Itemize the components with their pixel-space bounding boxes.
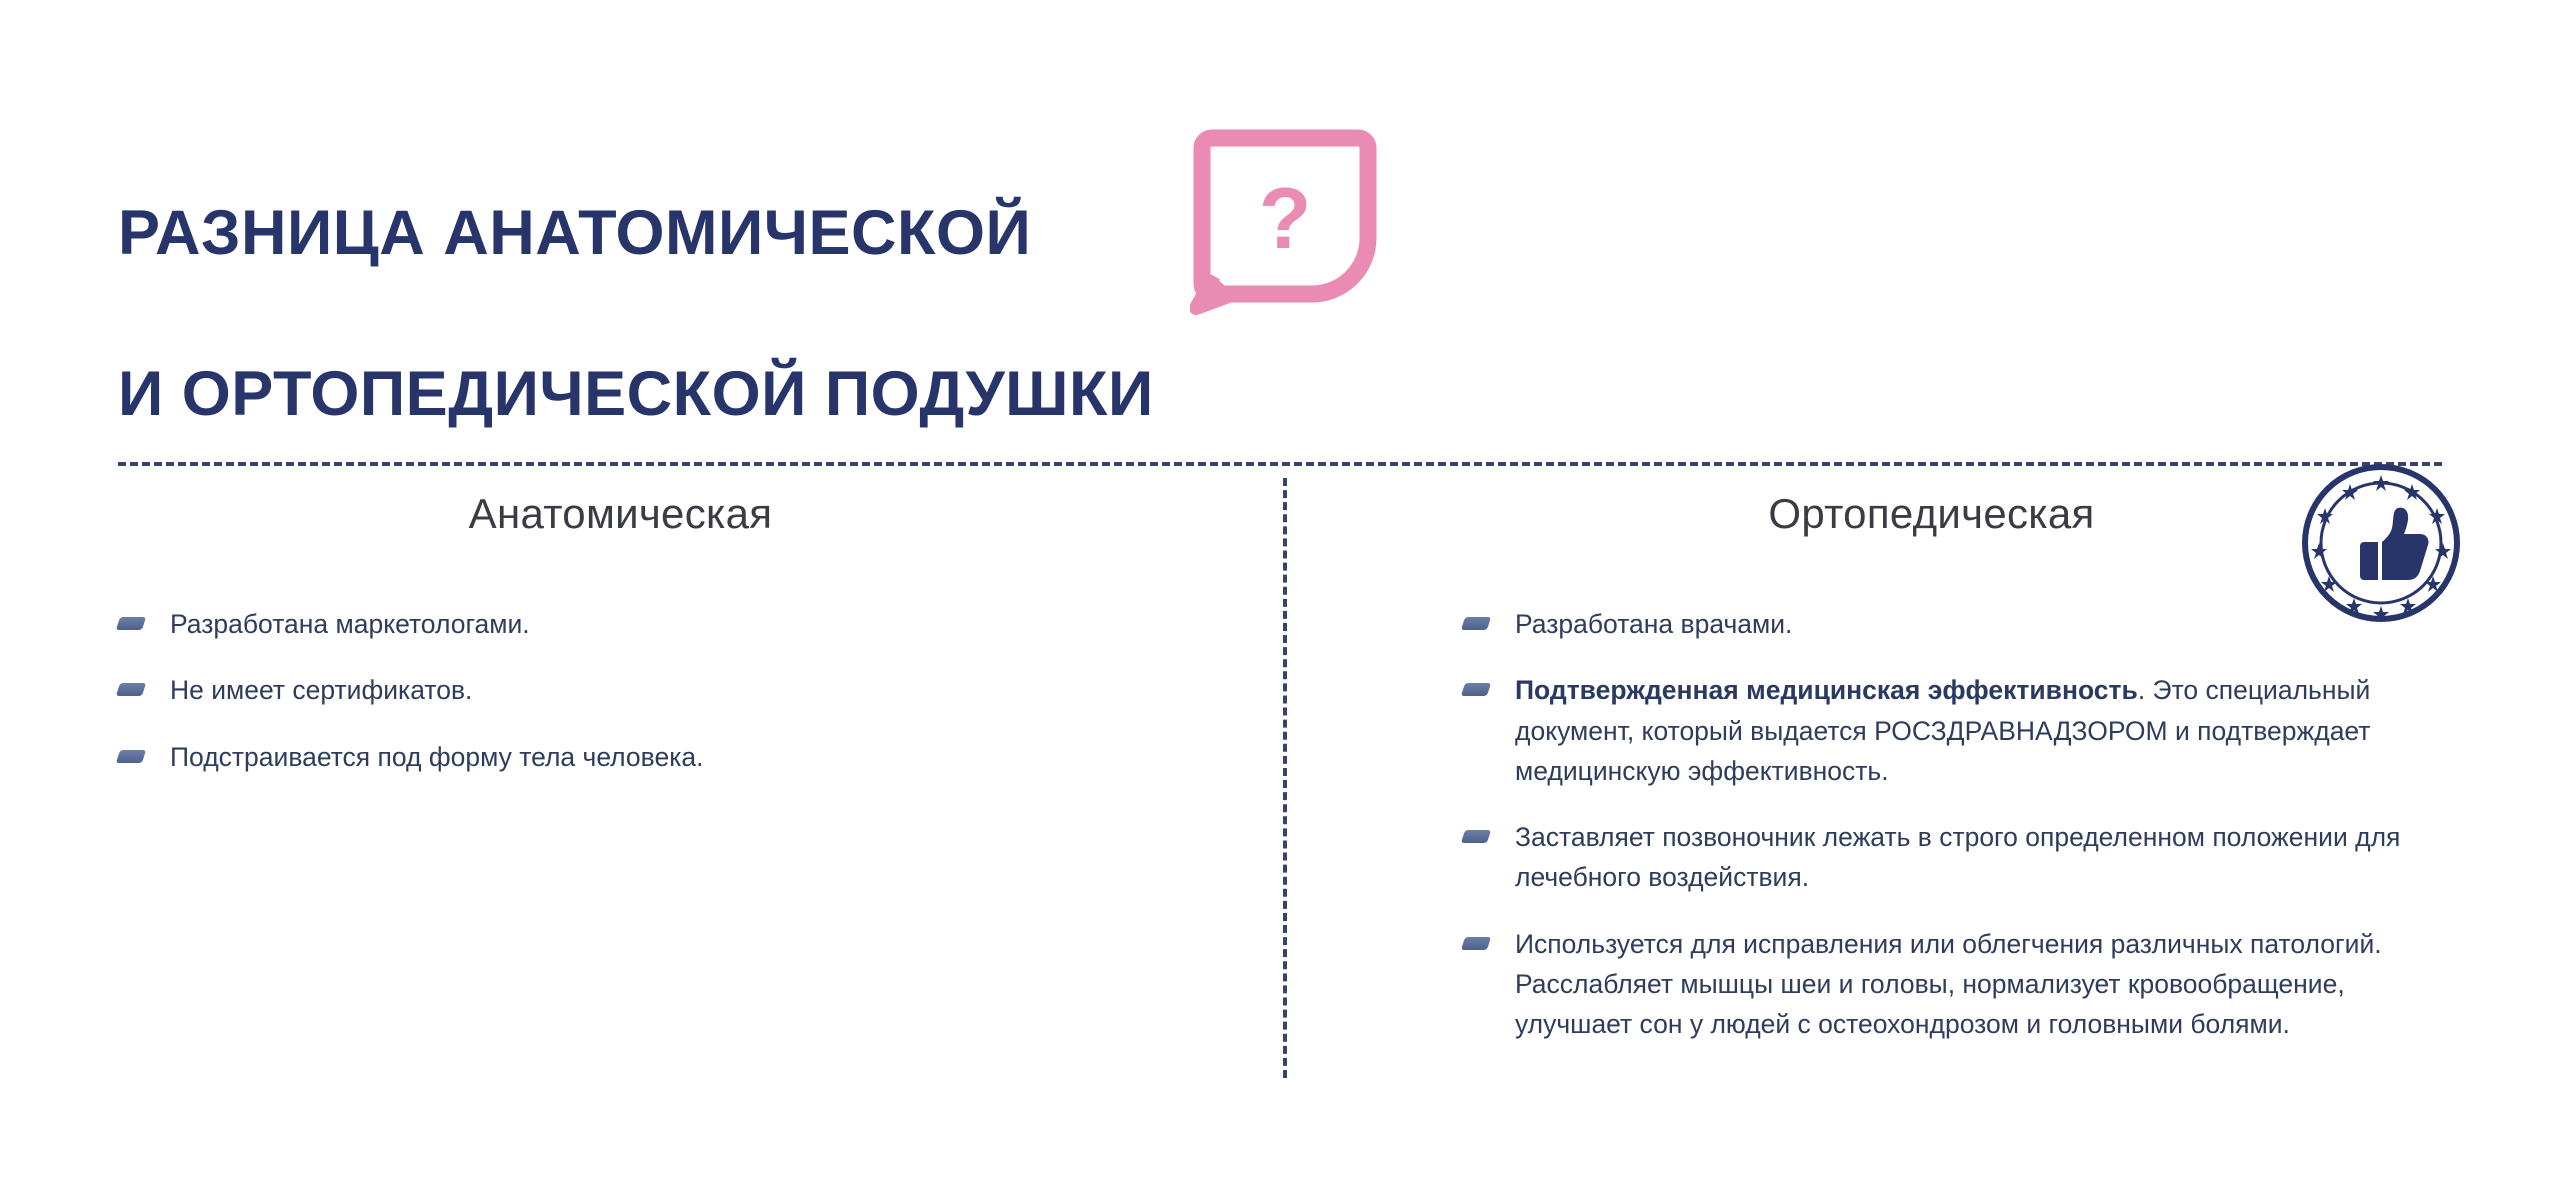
- question-mark-glyph: ?: [1258, 171, 1312, 267]
- list-item-text: Не имеет сертификатов.: [170, 675, 473, 706]
- header: [118, 112, 1380, 515]
- list-item-text: Подстраивается под форму тела человека.: [170, 741, 704, 772]
- list-item-text: Разработана маркетологами.: [170, 609, 530, 639]
- list-item-emphasis: Подтвержденная медицинская эффективность: [1515, 675, 2138, 706]
- list-item-text: Заставляет позвоночник лежать в строго определенном положении для лечебного воздействия.: [1515, 822, 2401, 893]
- list-item-text: Разработана врачами.: [1515, 609, 1793, 639]
- page-title: [118, 112, 1154, 515]
- bullet-marker-icon: [116, 750, 146, 763]
- page-title-line-1: РАЗНИЦА АНАТОМИЧЕСКОЙ: [118, 197, 1032, 268]
- list-item-text: Используется для исправления или облегчения различных патологий. Расслабляет мышцы шеи и головы, нормализует кровообращение, улучшает сон у людей с остеохондрозом и головными болями.: [1515, 928, 2382, 1040]
- question-mark-speech-bubble-icon: [1190, 126, 1380, 316]
- column-orthopedic: [1283, 490, 2560, 1070]
- column-title-anatomical: Анатомическая: [468, 490, 773, 537]
- list-item: [1463, 817, 2440, 898]
- bullet-marker-icon: [1461, 617, 1491, 630]
- column-anatomical: [0, 490, 1283, 1070]
- list-anatomical: [118, 604, 1123, 777]
- list-item: [1463, 924, 2440, 1045]
- horizontal-divider: [118, 462, 2442, 466]
- list-item: [118, 604, 1123, 644]
- list-orthopedic: [1463, 604, 2440, 1044]
- bullet-marker-icon: [1461, 830, 1491, 843]
- comparison-columns: [0, 490, 2560, 1070]
- list-item: [1463, 604, 2440, 644]
- list-item: [1463, 670, 2440, 791]
- thumbs-up-seal-icon: [2302, 464, 2460, 622]
- bullet-marker-icon: [1461, 937, 1491, 950]
- column-title-orthopedic: Ортопедическая: [1768, 490, 2095, 537]
- bullet-marker-icon: [116, 683, 146, 696]
- list-item: [118, 737, 1123, 777]
- list-item: [118, 670, 1123, 710]
- bullet-marker-icon: [1461, 683, 1491, 696]
- bullet-marker-icon: [116, 617, 146, 630]
- list-item-text: . Это специальный документ, который выдается РОСЗДРАВНАДЗОРОМ и подтверждает медицинскую эффективность.: [1515, 675, 2371, 786]
- page-title-line-2: И ОРТОПЕДИЧЕСКОЙ ПОДУШКИ: [118, 358, 1154, 429]
